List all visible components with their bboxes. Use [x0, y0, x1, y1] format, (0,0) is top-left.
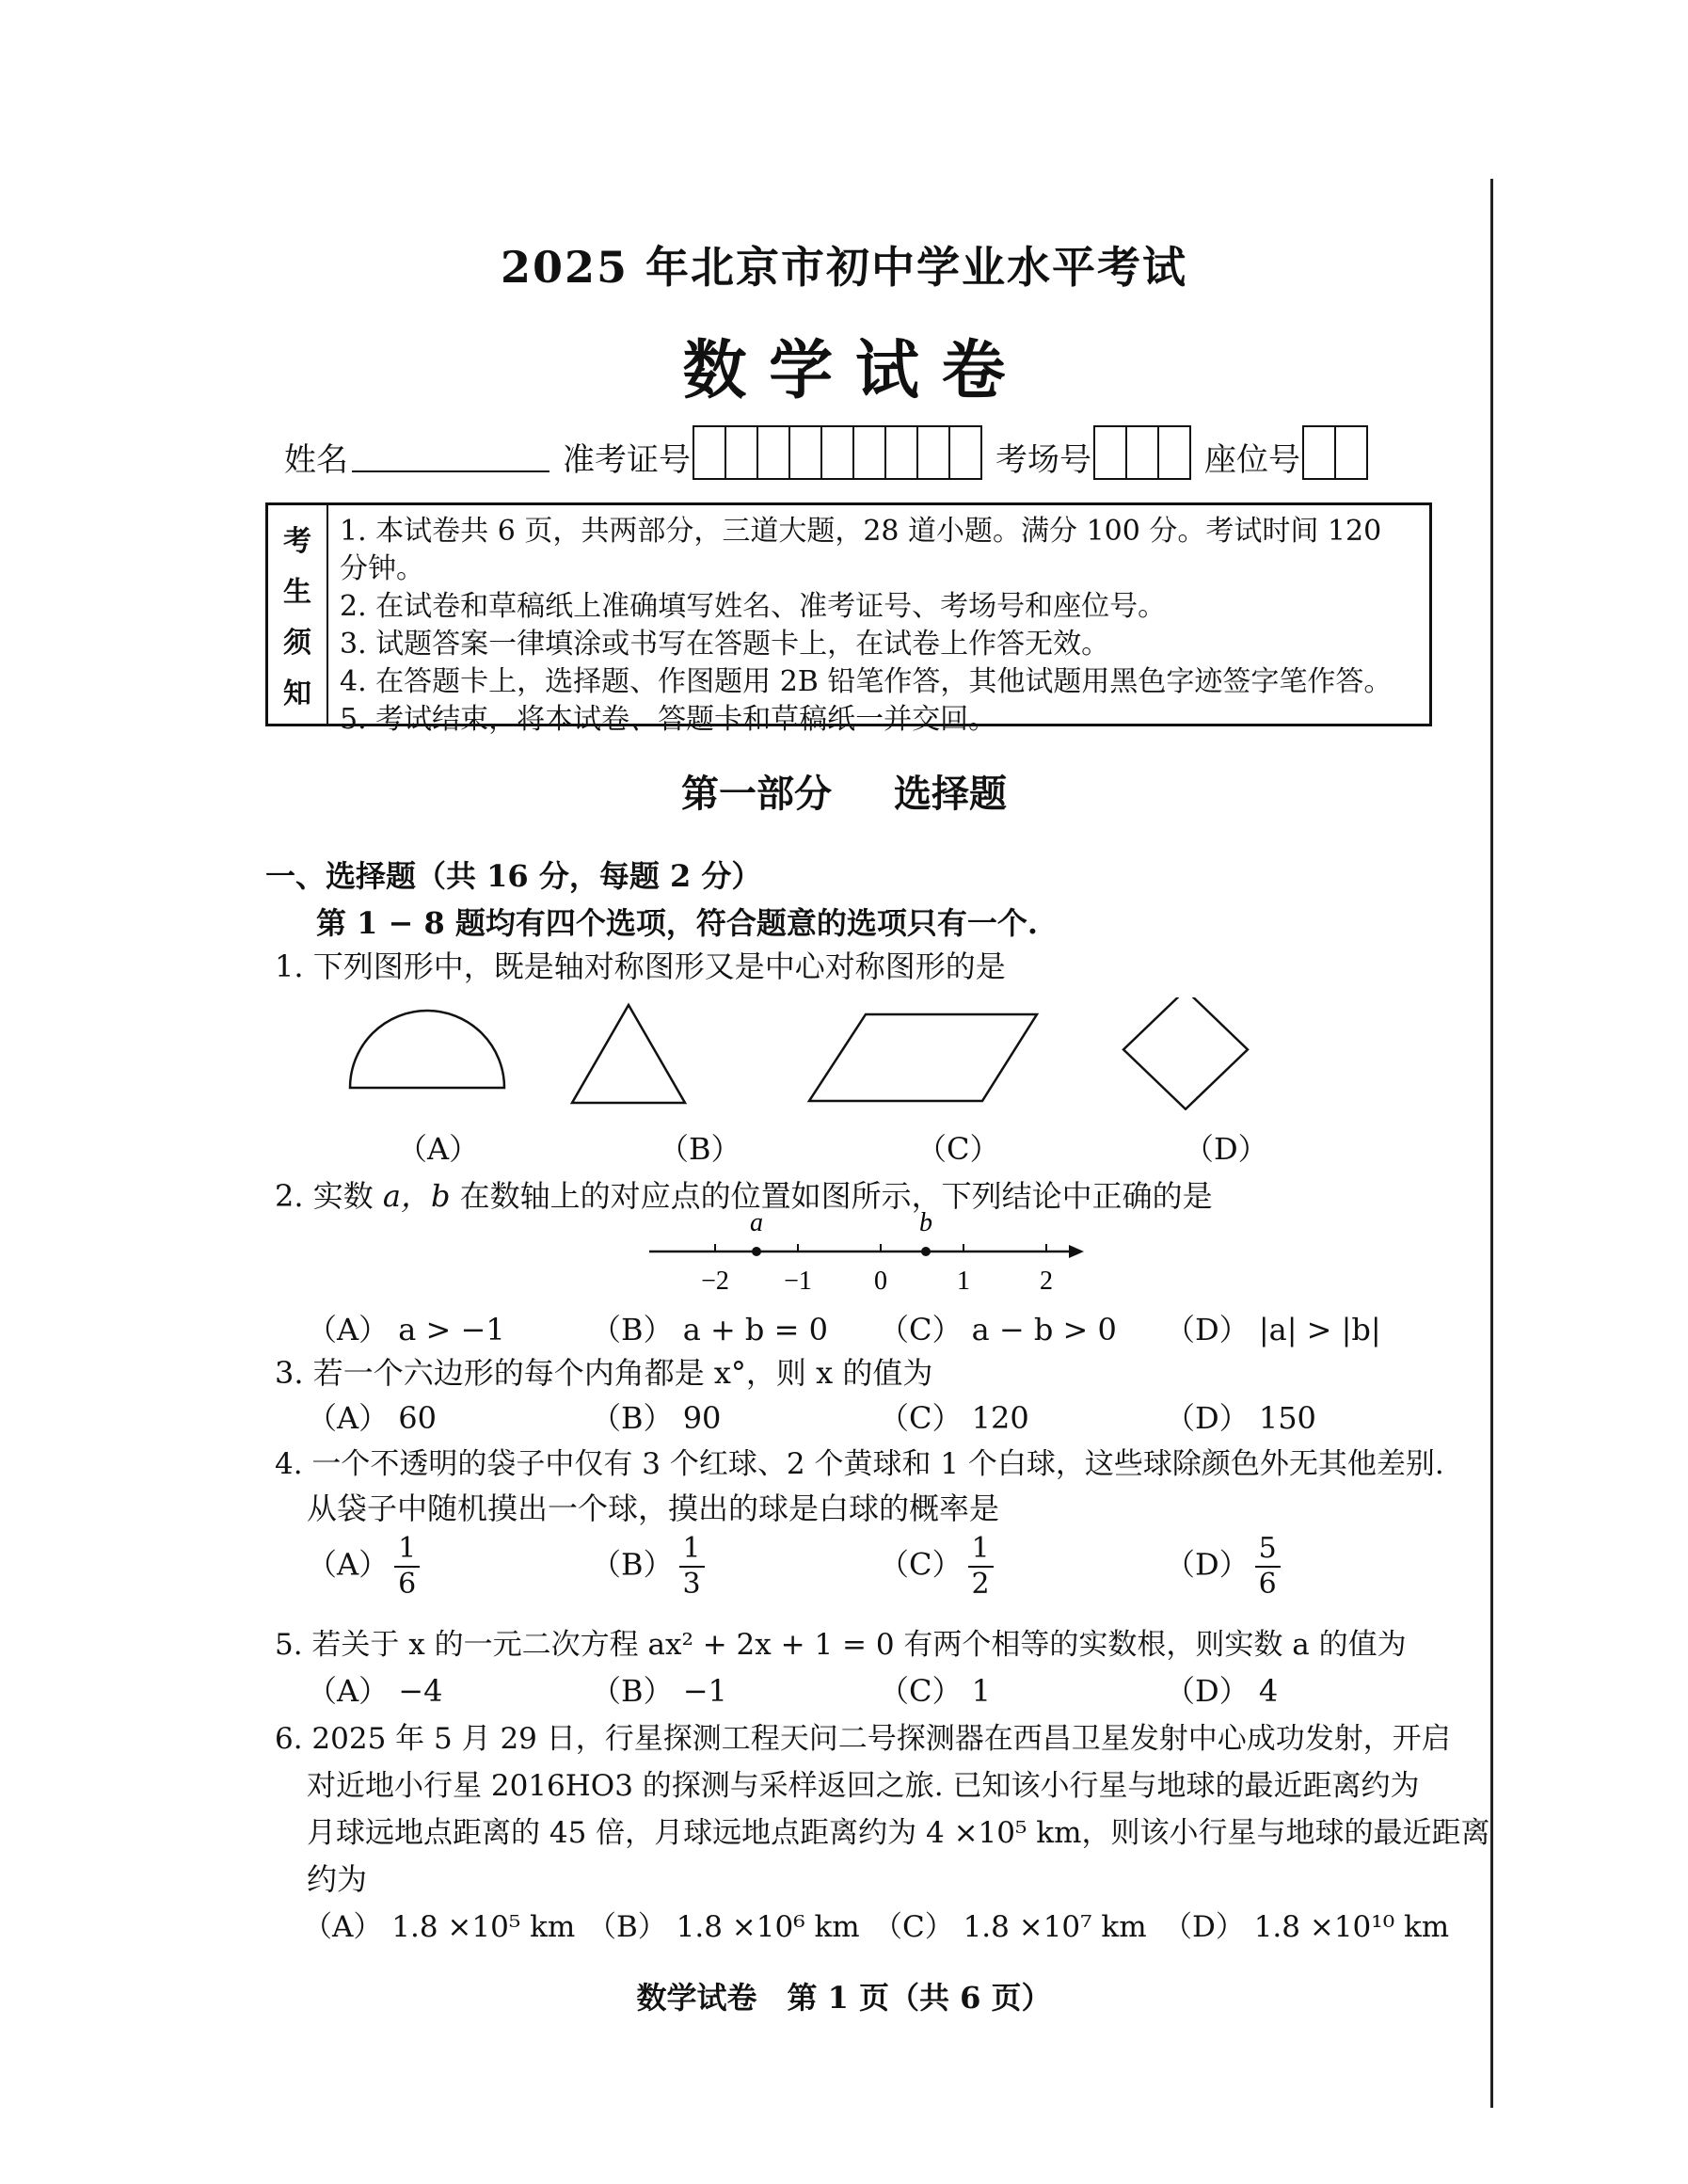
numerator: 1 — [968, 1532, 994, 1568]
q4-stem-line2: 从袋子中随机摸出一个球，摸出的球是白球的概率是 — [307, 1491, 1000, 1526]
point-b — [921, 1247, 931, 1256]
semicircle-shape — [350, 1011, 504, 1088]
q5-option-d[interactable]: （D） 4 — [1165, 1673, 1279, 1709]
numerator: 1 — [679, 1532, 705, 1568]
notice-item: 1. 本试卷共 6 页，共两部分，三道大题，28 道小题。满分 100 分。考试时间 120 分钟。 — [340, 515, 1382, 585]
room-label: 考场号 — [995, 441, 1091, 479]
exam-subtitle: 数 学 试 卷 — [682, 333, 1006, 408]
denominator: 2 — [971, 1568, 990, 1601]
q3-option-d[interactable]: （D） 150 — [1165, 1400, 1316, 1436]
notice-side-char: 知 — [283, 678, 311, 710]
parallelogram-shape — [809, 1014, 1037, 1101]
room-box[interactable] — [1093, 425, 1127, 480]
exam-id-box[interactable] — [852, 425, 886, 480]
q5-option-a[interactable]: （A） −4 — [307, 1673, 443, 1709]
numerator: 1 — [394, 1532, 420, 1568]
seat-box[interactable] — [1334, 425, 1368, 480]
q2-option-b[interactable]: （B） a + b = 0 — [591, 1312, 828, 1347]
notice-item: 3. 试题答案一律填涂或书写在答题卡上，在试卷上作答无效。 — [340, 628, 1110, 661]
room-box[interactable] — [1157, 425, 1191, 480]
q2-option-d[interactable]: （D） |a| > |b| — [1165, 1312, 1381, 1347]
notice-side-char: 须 — [283, 627, 311, 660]
q1-label-a: （A） — [397, 1131, 480, 1167]
q1-stem: 1. 下列图形中，既是轴对称图形又是中心对称图形的是 — [275, 949, 1006, 984]
q3-option-a[interactable]: （A） 60 — [307, 1400, 438, 1436]
q2-stem-vars: a，b — [382, 1178, 451, 1214]
q2-number-line — [640, 1210, 1091, 1304]
q4-option-b[interactable] — [591, 1532, 705, 1602]
exam-id-box[interactable] — [725, 425, 758, 480]
exam-id-label: 准考证号 — [563, 441, 691, 479]
option-label: （C） — [879, 1546, 963, 1583]
exam-id-box[interactable] — [884, 425, 918, 480]
notice-item: 5. 考试结束，将本试卷、答题卡和草稿纸一并交回。 — [340, 703, 997, 736]
room-box[interactable] — [1125, 425, 1159, 480]
q5-option-c[interactable]: （C） 1 — [879, 1673, 992, 1709]
q4-option-d[interactable] — [1165, 1532, 1281, 1602]
tick-label: −1 — [784, 1267, 812, 1296]
name-field[interactable] — [352, 463, 549, 472]
option-label: （B） — [591, 1546, 674, 1583]
q6-option-d[interactable]: （D） 1.8 ×10¹⁰ km — [1163, 1910, 1450, 1944]
page-edge-rule — [1490, 179, 1493, 2108]
exam-id-box[interactable] — [756, 425, 790, 480]
fraction — [1255, 1532, 1281, 1602]
q3-option-b[interactable]: （B） 90 — [591, 1400, 722, 1436]
notice-item: 4. 在答题卡上，选择题、作图题用 2B 铅笔作答，其他试题用黑色字迹签字笔作答。 — [340, 665, 1393, 698]
q4-option-a[interactable] — [307, 1532, 420, 1602]
q5-option-b[interactable]: （B） −1 — [591, 1673, 727, 1709]
tick-label: 0 — [874, 1267, 887, 1296]
fraction — [679, 1532, 705, 1602]
denominator: 3 — [682, 1568, 701, 1601]
exam-id-boxes[interactable] — [694, 425, 982, 480]
exam-id-box[interactable] — [820, 425, 854, 480]
exam-id-box[interactable] — [788, 425, 822, 480]
q6-option-b[interactable]: （B） 1.8 ×10⁶ km — [587, 1910, 860, 1944]
axis-arrow — [1069, 1245, 1084, 1258]
seat-box[interactable] — [1302, 425, 1336, 480]
tick-label: 1 — [957, 1267, 970, 1296]
q6-option-c[interactable]: （C） 1.8 ×10⁷ km — [873, 1910, 1147, 1944]
denominator: 6 — [1258, 1568, 1277, 1601]
q1-label-d: （D） — [1184, 1131, 1268, 1167]
exam-id-box[interactable] — [916, 425, 950, 480]
q5-stem: 5. 若关于 x 的一元二次方程 ax² + 2x + 1 = 0 有两个相等的实数根，则实数 a 的值为 — [275, 1628, 1407, 1662]
seat-boxes[interactable] — [1304, 425, 1368, 480]
candidate-notice-box — [265, 502, 1432, 736]
q6-stem-line2: 对近地小行星 2016HO3 的探测与采样返回之旅. 已知该小行星与地球的最近距离约为 — [307, 1769, 1420, 1803]
notice-side-label — [268, 505, 328, 724]
fraction — [394, 1532, 420, 1602]
exam-title: 2025 年北京市初中学业水平考试 — [500, 242, 1188, 293]
q6-option-a[interactable]: （A） 1.8 ×10⁵ km — [303, 1910, 576, 1944]
q1-figures — [339, 997, 1317, 1110]
exam-id-box[interactable] — [693, 425, 726, 480]
name-label: 姓名 — [284, 441, 348, 479]
triangle-shape — [572, 1005, 685, 1103]
q3-option-c[interactable]: （C） 120 — [879, 1400, 1029, 1436]
notice-side-char: 考 — [283, 525, 311, 558]
q2-stem-post: 在数轴上的对应点的位置如图所示，下列结论中正确的是 — [450, 1178, 1213, 1214]
notice-items — [328, 505, 1429, 736]
room-boxes[interactable] — [1095, 425, 1191, 480]
candidate-info-row — [284, 422, 1381, 480]
q6-stem-line1: 6. 2025 年 5 月 29 日，行星探测工程天问二号探测器在西昌卫星发射中心成功发射，开启 — [275, 1722, 1451, 1756]
part-title-number: 第一部分 — [681, 772, 833, 816]
option-label: （A） — [307, 1546, 390, 1583]
point-a-label: a — [750, 1210, 763, 1237]
part-title — [0, 764, 1688, 818]
q3-stem: 3. 若一个六边形的每个内角都是 x°，则 x 的值为 — [275, 1355, 933, 1391]
part-title-name: 选择题 — [893, 772, 1007, 816]
numerator: 5 — [1255, 1532, 1281, 1568]
page-footer: 数学试卷 第 1 页（共 6 页） — [636, 1980, 1052, 2016]
q6-stem-line3: 月球远地点距离的 45 倍，月球远地点距离约为 4 ×10⁵ km，则该小行星与地球的最近距离 — [307, 1816, 1490, 1850]
q1-label-c: （C） — [916, 1131, 1000, 1167]
tick-label: −2 — [701, 1267, 729, 1296]
square-shape — [1123, 997, 1248, 1109]
exam-id-box[interactable] — [948, 425, 982, 480]
notice-side-char: 生 — [283, 576, 311, 609]
q6-stem-line4: 约为 — [307, 1861, 368, 1897]
section-heading: 一、选择题（共 16 分，每题 2 分） — [265, 858, 762, 894]
notice-item: 2. 在试卷和草稿纸上准确填写姓名、准考证号、考场号和座位号。 — [340, 590, 1167, 623]
tick-label: 2 — [1040, 1267, 1053, 1296]
option-label: （D） — [1165, 1546, 1250, 1583]
fraction — [968, 1532, 994, 1602]
q2-stem-pre: 2. 实数 — [275, 1178, 383, 1214]
section-instruction: 第 1 − 8 题均有四个选项，符合题意的选项只有一个. — [316, 905, 1039, 941]
point-a — [752, 1247, 761, 1256]
q4-stem-line1: 4. 一个不透明的袋子中仅有 3 个红球、2 个黄球和 1 个白球，这些球除颜色外无其他差别. — [275, 1447, 1444, 1481]
q2-option-c[interactable]: （C） a − b > 0 — [879, 1312, 1117, 1347]
point-b-label: b — [919, 1210, 932, 1237]
q2-option-a[interactable]: （A） a > −1 — [307, 1312, 505, 1347]
denominator: 6 — [398, 1568, 417, 1601]
q1-label-b: （B） — [659, 1131, 741, 1167]
q4-option-c[interactable] — [879, 1532, 994, 1602]
seat-label: 座位号 — [1204, 441, 1300, 479]
